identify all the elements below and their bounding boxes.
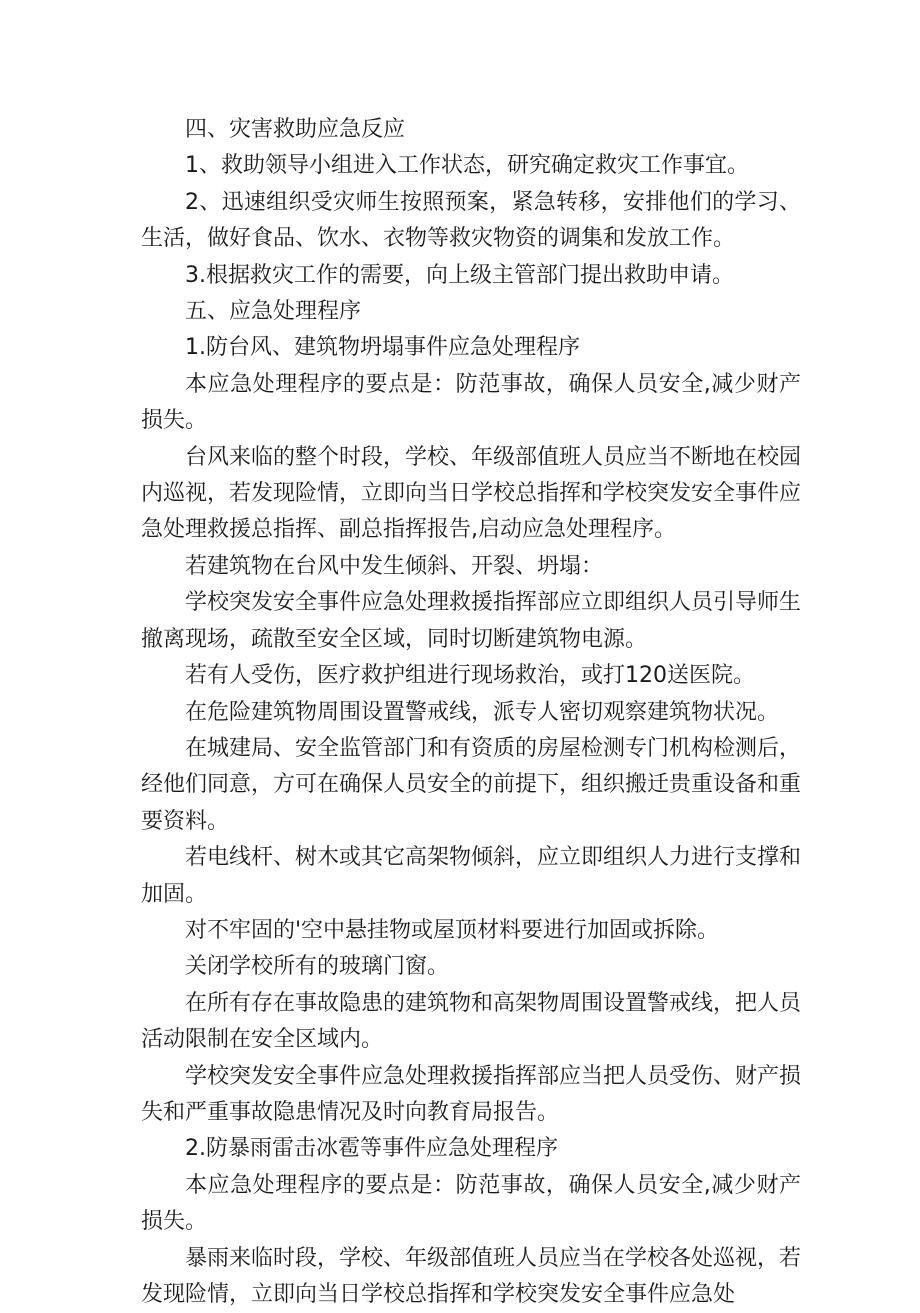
paragraph: 1、救助领导小组进入工作状态，研究确定救灾工作事宜。: [185, 153, 749, 179]
paragraph: 2、迅速组织受灾师生按照预案，紧急转移，安排他们的学习、生活，做好食品、饮水、衣物等救灾物资的调集和发放工作。: [141, 189, 801, 252]
paragraph: 3.根据救灾工作的需要，向上级主管部门提出救助申请。: [185, 262, 734, 288]
paragraph: 台风来临的整个时段，学校、年级部值班人员应当不断地在校园内巡视，若发现险情，立即向当日学校总指挥和学校突发安全事件应急处理救援总指挥、副总指挥报告,启动应急处理程序。: [141, 444, 802, 543]
paragraph: 暴雨来临时段，学校、年级部值班人员应当在学校各处巡视，若发现险情，立即向当日学校总指挥和学校突发安全事件应急处: [141, 1245, 802, 1307]
document-body: [141, 112, 801, 1313]
paragraph: 学校突发安全事件应急处理救援指挥部应立即组织人员引导师生撤离现场，疏散至安全区域，同时切断建筑物电源。: [141, 590, 802, 652]
paragraph: 若建筑物在台风中发生倾斜、开裂、坍塌：: [185, 553, 604, 579]
paragraph: 学校突发安全事件应急处理救援指挥部应当把人员受伤、财产损失和严重事故隐患情况及时向教育局报告。: [141, 1063, 802, 1125]
section-heading-disaster-response: 四、灾害救助应急反应: [185, 117, 406, 142]
paragraph: 若电线杆、树木或其它高架物倾斜，应立即组织人力进行支撑和加固。: [141, 845, 802, 907]
paragraph: 关闭学校所有的玻璃门窗。: [185, 954, 450, 980]
paragraph: 本应急处理程序的要点是：防范事故，确保人员安全,减少财产损失。: [141, 371, 801, 434]
subsection-heading-rainstorm: 2.防暴雨雷击冰雹等事件应急处理程序: [185, 1136, 558, 1162]
paragraph: 本应急处理程序的要点是：防范事故，确保人员安全,减少财产损失。: [141, 1172, 801, 1235]
paragraph: 在危险建筑物周围设置警戒线，派专人密切观察建筑物状况。: [185, 699, 780, 725]
paragraph: 对不牢固的'空中悬挂物或屋顶材料要进行加固或拆除。: [185, 917, 720, 943]
paragraph: 在城建局、安全监管部门和有资质的房屋检测专门机构检测后，经他们同意，方可在确保人员安全的前提下，组织搬迁贵重设备和重要资料。: [141, 735, 802, 834]
subsection-heading-typhoon: 1.防台风、建筑物坍塌事件应急处理程序: [185, 335, 580, 361]
paragraph: 在所有存在事故隐患的建筑物和高架物周围设置警戒线，把人员活动限制在安全区域内。: [141, 990, 802, 1053]
paragraph: 若有人受伤，医疗救护组进行现场救治，或打120送医院。: [185, 663, 755, 689]
section-heading-emergency-procedure: 五、应急处理程序: [185, 299, 362, 325]
